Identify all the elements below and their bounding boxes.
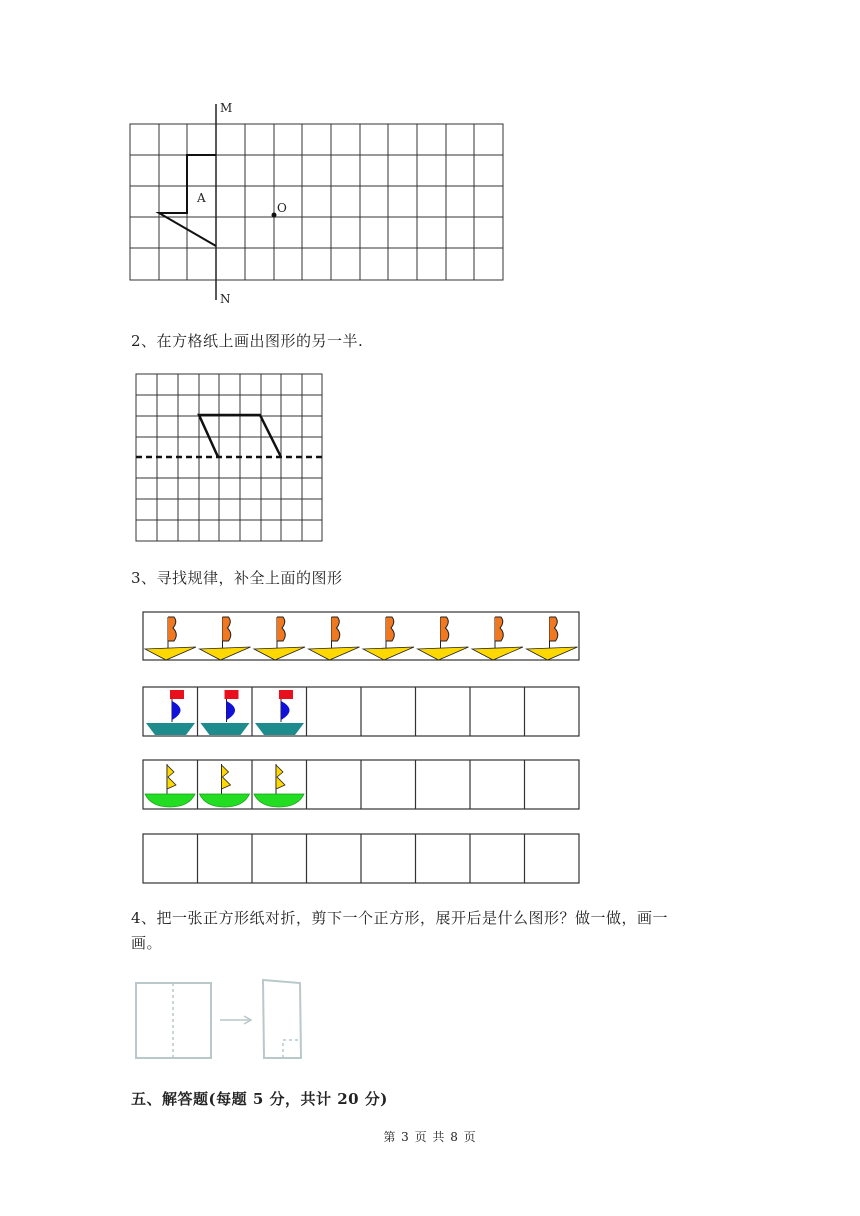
question-4-line2: 画。 [131,934,163,952]
cut-square-dashed [283,1040,301,1058]
question-3-text: 3、寻找规律，补全上面的图形 [131,569,343,587]
label-o: O [277,201,287,215]
label-n: N [220,292,231,306]
question-4-line1: 4、把一张正方形纸对折，剪下一个正方形，展开后是什么图形？做一做，画一 [131,909,669,927]
label-m: M [220,101,233,115]
folded-paper [263,980,301,1058]
label-a: A [197,191,206,205]
question-2-text: 2、在方格纸上画出图形的另一半. [131,332,364,350]
section-5-title: 五、解答题(每题 5 分，共计 20 分) [131,1090,388,1108]
page-footer: 第 3 页 共 8 页 [383,1130,477,1144]
